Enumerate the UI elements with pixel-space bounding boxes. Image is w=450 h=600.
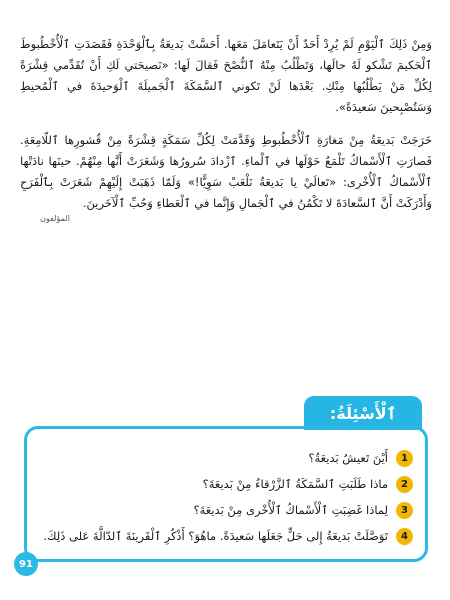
question-number-badge: 2 xyxy=(396,476,413,493)
question-text: ماذا طَلَبَتِ ٱلسَّمَكَةُ ٱلزَّرْقاءُ مِنْ بَديعَةَ؟ xyxy=(202,477,388,491)
story-text xyxy=(20,34,432,226)
questions-box xyxy=(24,426,428,562)
question-number-badge: 4 xyxy=(396,528,413,545)
question-text: لِماذا غَضِبَتِ ٱلْأَسْماكُ ٱلْأُخْرى مِنْ بَديعَةَ؟ xyxy=(193,503,388,517)
question-item xyxy=(33,523,413,549)
question-text: أَيْنَ تَعيشُ بَديعَةُ؟ xyxy=(308,451,388,465)
question-item xyxy=(33,445,413,471)
page-number-badge: 91 xyxy=(14,552,38,576)
questions-title: ٱلْأَسْئِلَةُ: xyxy=(304,396,422,430)
author-credit: المؤلفون xyxy=(40,214,70,223)
question-number-badge: 1 xyxy=(396,450,413,467)
questions-list xyxy=(33,445,413,549)
story-paragraph: خَرَجَتْ بَديعَةُ مِنْ مَغارَةِ ٱلْأُخْطُبوطِ وَقَدَّمَتْ لِكُلِّ سَمَكَةٍ قِشْرَةً مِنْ قُشورِها ٱللّامِعَةِ. فَصارَتِ ٱلْأَسْماكُ تَلْمَعُ حَوْلَها في ٱلْماءِ. ٱزْدادَ سُرورُها وَشَعَرَتْ أَنَّها مِنْهُمْ. حينَها نادَتْها ٱلْأَسْماكُ ٱلْأُخْرى: «تَعالَيْ يا بَديعَةُ نَلْعَبْ سَوِيًّا!» وَلَمّا ذَهَبَتْ إِلَيْهِمْ شَعَرَتْ بِٱلْفَرَحِ وَأَدْرَكَتْ أَنَّ ٱلسَّعادَةَ لا تَكْمُنُ في ٱلْجَمالِ وَإِنَّما في ٱلْعَطاءِ وَحُبِّ ٱلْآخَرينَ. xyxy=(20,133,432,210)
question-text: تَوَصَّلَتْ بَديعَةُ إِلى حَلٍّ جَعَلَها سَعيدَةً. ماهُوَ؟ أَذْكُرِ ٱلْقَرينَةَ ٱلدّالَّةَ عَلى ذَلِكَ. xyxy=(43,529,388,543)
story-paragraph: وَمِنْ ذَلِكَ ٱلْيَوْمِ لَمْ يُرِدْ أَحَدٌ أَنْ يَتَعامَلَ مَعَها. أَحَسَّتْ بَديعَةُ بِٱلْوَحْدَةِ فَقَصَدَتِ ٱلْأُخْطُبوطَ ٱلْحَكيمَ تَشْكو لَهُ حالَها، وَتَطْلُبُ مِنْهُ ٱلنُّصْحَ فَقالَ لَها: «نَصيحَتي لَكِ أَنْ تُقَدِّمي قِشْرَةً لِكُلِّ مَنْ يَطْلُبُها مِنْكِ. بَعْدَها لَنْ تَكوني ٱلسَّمَكَةَ ٱلْجَميلَةَ ٱلْوَحيدَةَ في ٱلْمُحيطِ وَسَتُصْبِحينَ سَعيدَةً». xyxy=(20,37,432,114)
question-item xyxy=(33,497,413,523)
question-item xyxy=(33,471,413,497)
question-number-badge: 3 xyxy=(396,502,413,519)
